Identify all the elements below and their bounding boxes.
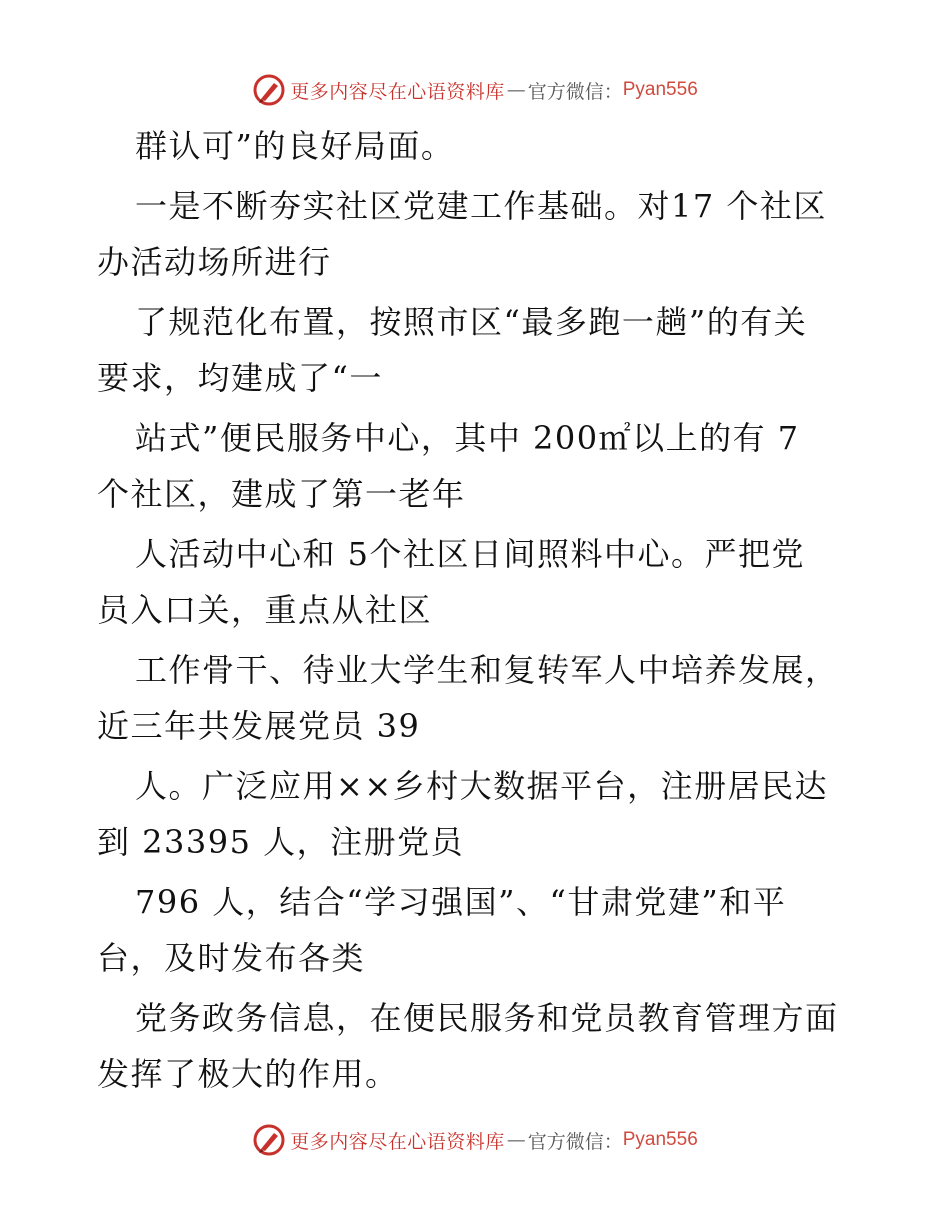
banner-wechat-label: 官方微信： [527,1130,623,1153]
body-line: 人活动中心和 5个社区日间照料中心。严把党 [135,535,806,573]
header-watermark [0,70,950,110]
banner-dash: — [506,1129,526,1151]
body-line: 到 23395 人，注册党员 [97,823,465,861]
banner-wechat-id: Pyan556 [622,79,698,100]
body-line: 人。广泛应用××乡村大数据平台，注册居民达 [135,767,829,805]
footer-watermark [0,1120,950,1160]
body-line: 个社区，建成了第一老年 [97,475,466,513]
body-line: 党务政务信息，在便民服务和党员教育管理方面 [135,999,839,1037]
body-line: 工作骨干、待业大学生和复转军人中培养发展， [135,651,839,689]
banner-wechat-label: 官方微信： [527,80,623,103]
body-line: 台，及时发布各类 [97,939,366,977]
banner-wechat-id: Pyan556 [622,1129,698,1150]
body-line: 发挥了极大的作用。 [97,1055,399,1093]
pen-logo-icon [252,1123,286,1157]
pen-logo-icon [252,73,286,107]
banner-dash: — [506,79,526,101]
body-line: 796 人，结合“学习强国”、“甘肃党建”和平 [135,883,787,921]
body-line: 近三年共发展党员 39 [97,707,421,745]
body-line: 群认可”的良好局面。 [135,127,455,165]
body-line: 办活动场所进行 [97,243,332,281]
body-line: 要求，均建成了“一 [97,359,383,397]
body-line: 员入口关，重点从社区 [97,591,433,629]
banner-brand: 更多内容尽在心语资料库 [290,80,505,103]
body-line: 一是不断夯实社区党建工作基础。对17 个社区 [135,187,827,225]
body-line: 站式”便民服务中心，其中 200㎡以上的有 7 [135,419,800,457]
banner-brand: 更多内容尽在心语资料库 [290,1130,505,1153]
body-line: 了规范化布置，按照市区“最多跑一趟”的有关 [135,303,808,341]
